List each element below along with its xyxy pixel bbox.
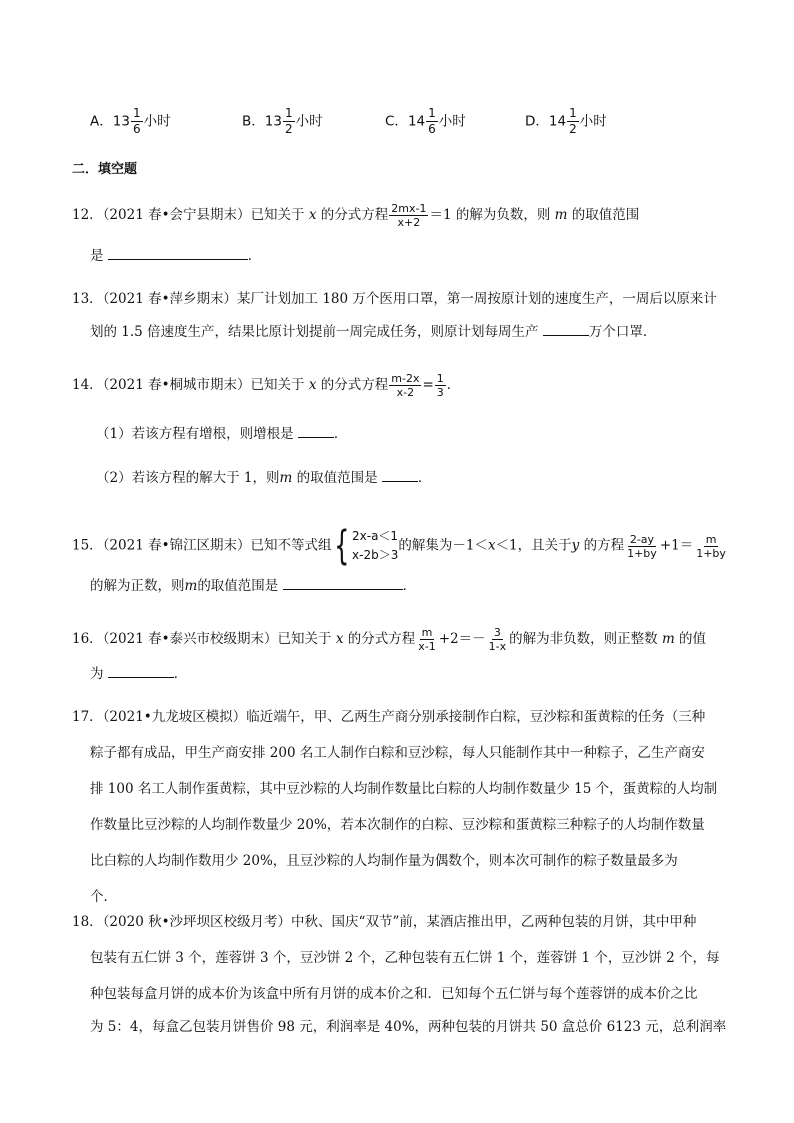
question-18-line: 为 5：4，每盒乙包装月饼售价 98 元，利润率是 40%，两种包装的月饼共 50 盒总价 6123 元，总利润率 (90, 1019, 727, 1035)
fraction: $\frac{1}{6}$ (132, 106, 141, 136)
answer-blank[interactable] (108, 247, 248, 260)
question-13: 13．（2021 春•萍乡期末）某厂计划加工 180 万个医用口罩，第一周按原计划的速度生产，一周后以原来计 (72, 291, 717, 307)
question-16-line2: 为 ． (90, 666, 188, 682)
question-17-line: 个． (90, 889, 117, 905)
question-14-part2: （2）若该方程的解大于 1，则m 的取值范围是 ． (96, 470, 432, 486)
left-brace-icon: { (333, 523, 349, 569)
fraction: $\frac{1}{2}$ (569, 106, 577, 136)
question-18-line: 种包装每盒月饼的成本价为该盒中所有月饼的成本价之和．已知每个五仁饼与每个莲蓉饼的成本价之比 (90, 986, 698, 1002)
choice-d: D．14 $\frac{1}{2}$ 小时 (525, 106, 607, 136)
question-12: 12．（2021 春•会宁县期末）已知关于 x 的分式方程 $\frac{2mx-1}{x+2}$ ＝1 的解为负数，则 m 的取值范围 (72, 202, 640, 229)
fraction: $\frac{m}{1+by}$ (696, 532, 726, 560)
fraction: $\frac{2-ay}{1+by}$ (627, 532, 657, 560)
question-17-line: 粽子都有成品，甲生产商安排 200 名工人制作白粽和豆沙粽，每人只能制作其中一种粽子，乙生产商安 (90, 745, 705, 761)
fraction: $\frac{m}{x-1}$ (418, 626, 436, 653)
question-17: 17．（2021•九龙坡区模拟）临近端午，甲、乙两生产商分别承接制作白粽，豆沙粽和蛋黄粽的任务（三种 (72, 709, 706, 725)
section-title: 二．填空题 (72, 162, 138, 177)
question-18: 18．（2020 秋•沙坪坝区校级月考）中秋、国庆“双节”前，某酒店推出甲，乙两种包装的月饼，其中甲种 (72, 914, 697, 930)
answer-blank[interactable] (283, 577, 403, 590)
choice-row (90, 100, 710, 134)
question-12-line2: 是 ． (90, 248, 262, 264)
fraction: $\frac{3}{1-x}$ (488, 626, 507, 653)
answer-blank[interactable] (298, 425, 334, 438)
question-15: 15．（2021 春•锦江区期末）已知不等式组{ 2x-a＜1 x-2b＞3 的解集为－1＜x＜1，且关于y 的方程 $\frac{2-ay}{1+by}$ +1＝ $\frac{m}{1+by}$ (72, 523, 726, 569)
fraction: $\frac{2mx-1}{x+2}$ (391, 202, 427, 229)
inequality-system: 2x-a＜1 x-2b＞3 (352, 529, 399, 562)
question-18-line: 包装有五仁饼 3 个，莲蓉饼 3 个，豆沙饼 2 个，乙种包装有五仁饼 1 个，莲蓉饼 1 个，豆沙饼 2 个，每 (90, 950, 720, 966)
question-17-line: 排 100 名工人制作蛋黄粽，其中豆沙粽的人均制作数量比白粽的人均制作数量少 15 个，蛋黄粽的人均制 (90, 781, 718, 797)
question-17-line: 作数量比豆沙粽的人均制作数量少 20%，若本次制作的白粽、豆沙粽和蛋黄粽三种粽子的人均制作数量 (90, 817, 705, 833)
question-13-line2: 划的 1.5 倍速度生产，结果比原计划提前一周完成任务，则原计划每周生产 万个口罩． (90, 324, 657, 340)
choice-c: C．14 $\frac{1}{6}$ 小时 (385, 106, 466, 136)
question-14-part1: （1）若该方程有增根，则增根是 ． (96, 426, 348, 442)
choice-a: A．13 $\frac{1}{6}$ 小时 (90, 106, 171, 136)
question-16: 16．（2021 春•泰兴市校级期末）已知关于 x 的分式方程 $\frac{m}{x-1}$ +2＝－ $\frac{3}{1-x}$ 的解为非负数，则正整数 m 的值 (72, 626, 707, 653)
fraction: $\frac{1}{2}$ (284, 106, 293, 136)
answer-blank[interactable] (543, 323, 589, 336)
choice-b: B．13 $\frac{1}{2}$ 小时 (242, 106, 323, 136)
question-17-line: 比白粽的人均制作数用少 20%，且豆沙粽的人均制作量为偶数个，则本次可制作的粽子数量最多为 (90, 853, 678, 869)
question-15-line2: 的解为正数，则m的取值范围是 ． (90, 578, 417, 594)
answer-blank[interactable] (382, 469, 418, 482)
fraction: $\frac{m-2x}{x-2}$ (391, 372, 420, 399)
question-14: 14．（2021 春•桐城市期末）已知关于 x 的分式方程 $\frac{m-2x}{x-2}$ = $\frac{1}{3}$ ． (72, 372, 461, 399)
answer-blank[interactable] (108, 665, 174, 678)
fraction: $\frac{1}{6}$ (428, 106, 436, 136)
fraction: $\frac{1}{3}$ (436, 372, 444, 399)
